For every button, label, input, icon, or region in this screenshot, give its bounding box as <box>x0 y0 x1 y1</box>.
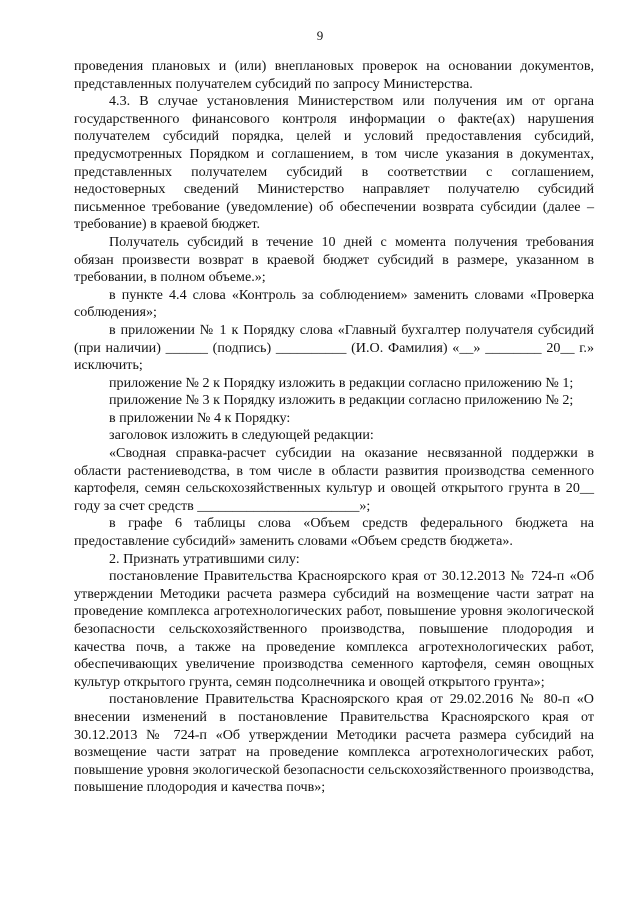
paragraph-resolution-80p: постановление Правительства Красноярского края от 29.02.2016 № 80-п «О внесении изменений в постановление Правительства Красноярского края от 30.12.2013 № 724-п «Об утверждении Методики расчета размера субсидий на возмещение части затрат на проведение комплекса агротехнологических работ, повышение уровня экологической безопасности сельскохозяйственного производства, повышение плодородия и качества почв»; <box>74 691 594 796</box>
paragraph-refund-deadline: Получатель субсидий в течение 10 дней с момента получения требования обязан произвести возврат в краевой бюджет субсидий в размере, указанном в требовании, в полном объеме.»; <box>74 233 594 286</box>
paragraph-column-6: в графе 6 таблицы слова «Объем средств федерального бюджета на предоставление субсидий» заменить словами «Объем средств бюджета». <box>74 515 594 550</box>
paragraph-resolution-724p: постановление Правительства Красноярского края от 30.12.2013 № 724-п «Об утверждении Методики расчета размера субсидий на возмещение части затрат на проведение комплекса агротехнологических работ, повышение уровня экологической безопасности сельскохозяйственного производства, повышение плодородия и качества почв, а также на проведение комплекса агротехнологических работ, обеспечивающих увеличение производства семенного картофеля, семян овощных культур открытого грунта, семян подсолнечника и овощей открытого грунта»; <box>74 568 594 690</box>
paragraph-inspections-end: проведения плановых и (или) внеплановых проверок на основании документов, представленных получателем субсидий по запросу Министерства. <box>74 58 594 92</box>
paragraph-appendix-3: приложение № 3 к Порядку изложить в редакции согласно приложению № 2; <box>109 392 574 409</box>
paragraph-4-3: 4.3. В случае установления Министерством или получения им от органа государственного финансового контроля информации о факте(ах) нарушения получателем субсидий порядка, целей и условий предоставления субсидий, предусмотренных Порядком и соглашением, в том числе указания в документах, представленных получателем субсидий в соответствии с соглашением, недостоверных сведений Министерство направляет получателю субсидий письменное требование (уведомление) об обеспечении возврата субсидии (далее – требование) в краевой бюджет. <box>74 93 594 233</box>
paragraph-new-heading: «Сводная справка-расчет субсидии на оказание несвязанной поддержки в области растениеводства, в том числе в области развития производства семенного картофеля, семян сельскохозяйственных культур и овощей открытого грунта в 20__ году за счет средств _______________________»; <box>74 445 594 514</box>
paragraph-section-2: 2. Признать утратившими силу: <box>109 550 300 567</box>
paragraph-appendix-1: в приложении № 1 к Порядку слова «Главный бухгалтер получателя субсидий (при наличии) ______ (подпись) __________ (И.О. Фамилия) «__» ________ 20__ г.» исключить; <box>74 321 594 374</box>
paragraph-appendix-2: приложение № 2 к Порядку изложить в редакции согласно приложению № 1; <box>109 374 574 391</box>
paragraph-clause-4-4: в пункте 4.4 слова «Контроль за соблюдением» заменить словами «Проверка соблюдения»; <box>74 286 594 321</box>
paragraph-appendix-4: в приложении № 4 к Порядку: <box>109 409 291 426</box>
document-body <box>74 58 594 797</box>
page-number: 9 <box>316 28 324 43</box>
paragraph-heading-instruction: заголовок изложить в следующей редакции: <box>109 427 374 444</box>
